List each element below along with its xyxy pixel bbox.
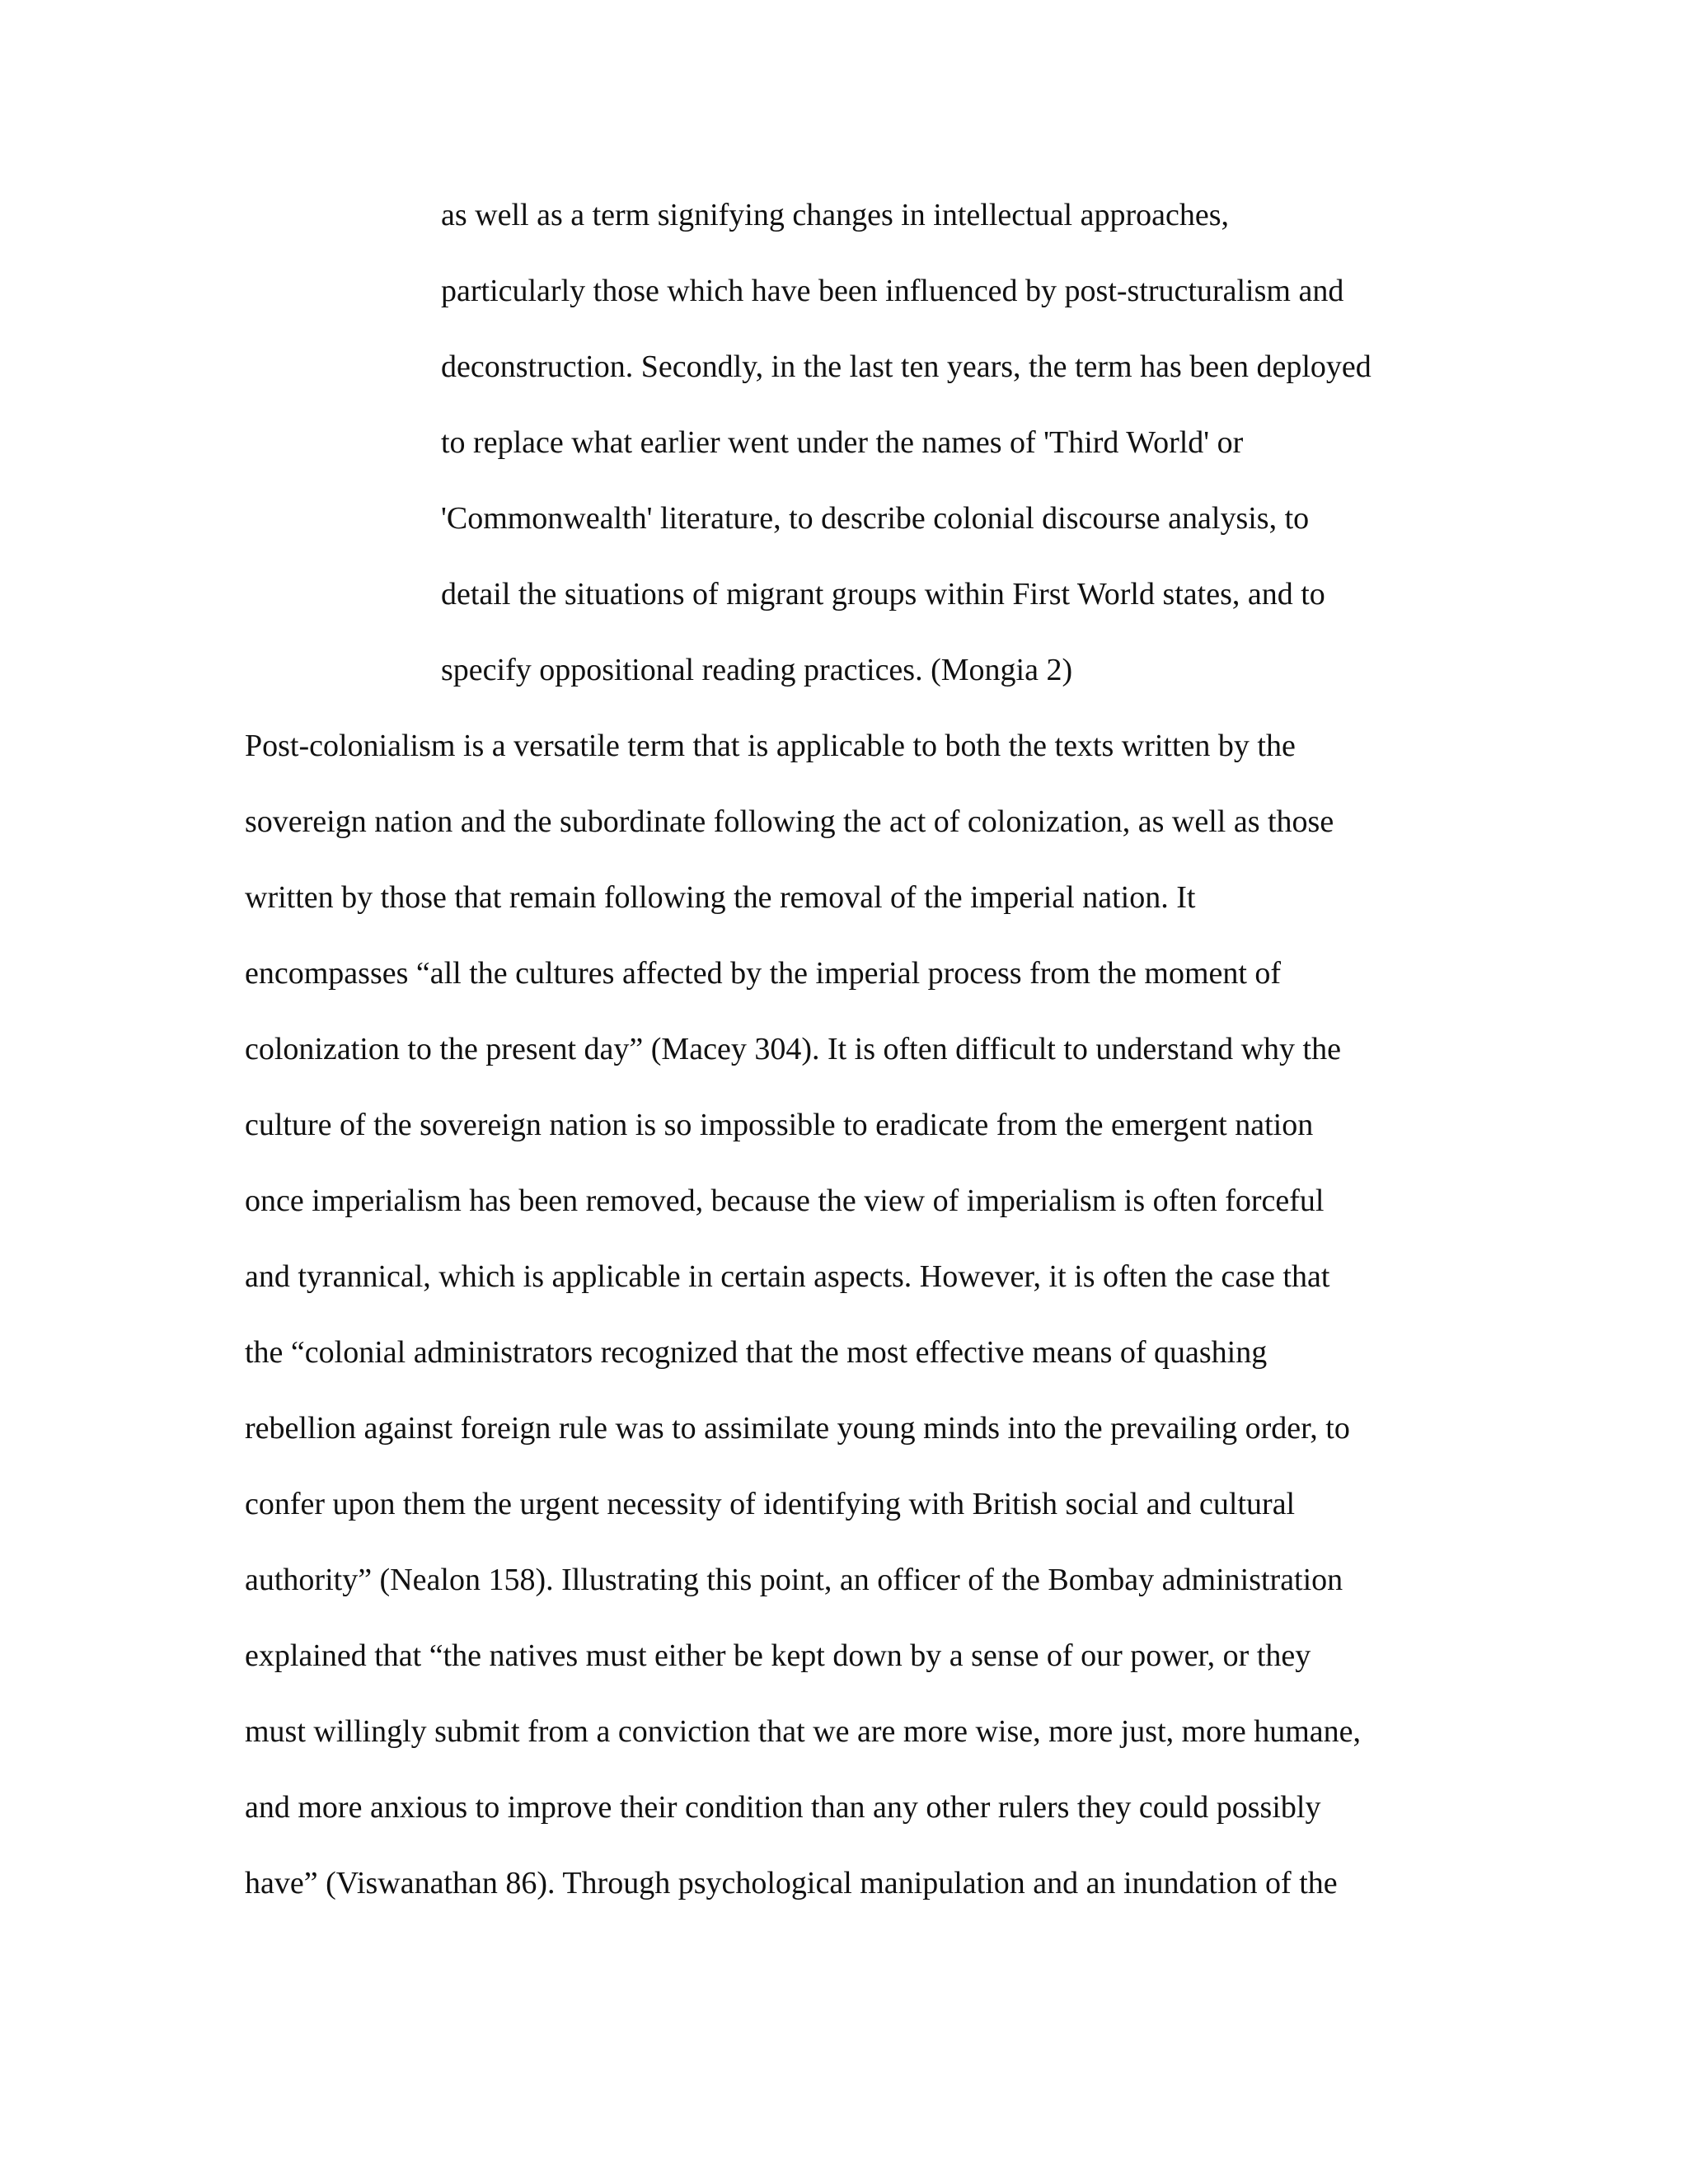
body-line: Post-colonialism is a versatile term that is applicable to both the texts written by the bbox=[245, 729, 1296, 763]
body-line: confer upon them the urgent necessity of identifying with British social and cultural bbox=[245, 1487, 1296, 1521]
body-line: culture of the sovereign nation is so impossible to eradicate from the emergent nation bbox=[245, 1108, 1314, 1142]
body-line: authority” (Nealon 158). Illustrating this point, an officer of the Bombay administration bbox=[245, 1563, 1343, 1597]
block-quote-line: particularly those which have been influenced by post-structuralism and bbox=[441, 274, 1344, 308]
body-line: encompasses “all the cultures affected by the imperial process from the moment of bbox=[245, 956, 1282, 991]
body-line: must willingly submit from a conviction that we are more wise, more just, more humane, bbox=[245, 1714, 1361, 1749]
body-line: written by those that remain following the removal of the imperial nation. It bbox=[245, 880, 1196, 915]
block-quote-line: 'Commonwealth' literature, to describe colonial discourse analysis, to bbox=[441, 501, 1310, 536]
body-line: explained that “the natives must either be kept down by a sense of our power, or they bbox=[245, 1638, 1311, 1673]
body-line: the “colonial administrators recognized that the most effective means of quashing bbox=[245, 1335, 1268, 1370]
block-quote-line: deconstruction. Secondly, in the last ten years, the term has been deployed bbox=[441, 349, 1372, 384]
body-line: sovereign nation and the subordinate following the act of colonization, as well as those bbox=[245, 804, 1334, 839]
body-line: once imperialism has been removed, because the view of imperialism is often forceful bbox=[245, 1183, 1325, 1218]
block-quote-line: specify oppositional reading practices. (Mongia 2) bbox=[441, 653, 1073, 687]
block-quote-line: as well as a term signifying changes in intellectual approaches, bbox=[441, 198, 1230, 232]
body-line: and tyrannical, which is applicable in certain aspects. However, it is often the case that bbox=[245, 1259, 1330, 1294]
body-line: colonization to the present day” (Macey 304). It is often difficult to understand why the bbox=[245, 1032, 1341, 1066]
block-quote-line: detail the situations of migrant groups within First World states, and to bbox=[441, 577, 1325, 612]
body-line: have” (Viswanathan 86). Through psychological manipulation and an inundation of the bbox=[245, 1866, 1338, 1900]
body-line: and more anxious to improve their condition than any other rulers they could possibly bbox=[245, 1790, 1321, 1825]
block-quote-line: to replace what earlier went under the names of 'Third World' or bbox=[441, 425, 1244, 460]
body-line: rebellion against foreign rule was to assimilate young minds into the prevailing order, to bbox=[245, 1411, 1350, 1446]
